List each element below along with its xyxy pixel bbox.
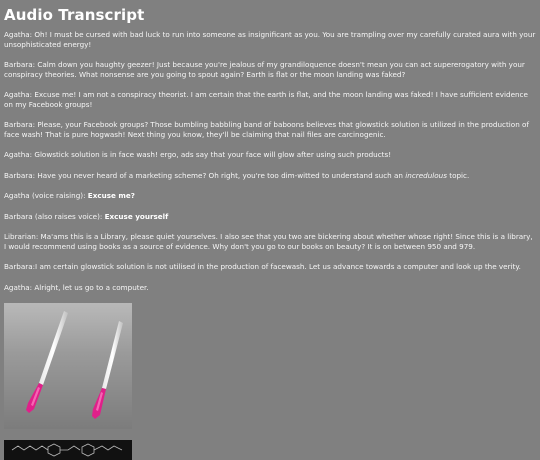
nail-files-photo bbox=[4, 303, 132, 429]
bold-text: Excuse me? bbox=[87, 191, 135, 200]
transcript-line-barbara-2 bbox=[4, 120, 536, 139]
transcript-line-barbara-4 bbox=[4, 212, 536, 222]
line-text: Agatha: Glowstick solution is in face wash! ergo, ads say that your face will glow after using such products! bbox=[4, 150, 392, 159]
line-text: Barbara: Please, your Facebook groups? Those bumbling babbling band of baboons believes that glowstick solution is utilized in the production of face wash! That is pure hogwash! Next thing you know, they'll be claiming that nail files are carcinogenic. bbox=[4, 120, 529, 139]
line-text-end: topic. bbox=[446, 170, 470, 180]
line-text: Agatha: Oh! I must be cursed with bad luck to run into someone as insignificant as you. You are trampling over my carefully curated aura with your unsophisticated energy! bbox=[4, 30, 536, 49]
transcript-line-barbara-1 bbox=[4, 60, 536, 79]
transcript-line-agatha-1 bbox=[4, 30, 536, 49]
transcript-line-agatha-3 bbox=[4, 150, 536, 160]
line-speaker: Barbara (also raises voice): bbox=[4, 211, 105, 221]
transcript-line-librarian bbox=[4, 232, 536, 251]
transcript-line-agatha-5 bbox=[4, 283, 536, 293]
emphasis-word: incredulous bbox=[405, 170, 447, 180]
nail-file-right bbox=[92, 321, 123, 419]
line-text: Barbara: Have you never heard of a marketing scheme? Oh right, you're too dim-witted to understand such an bbox=[4, 170, 406, 180]
transcript-line-barbara-3 bbox=[4, 171, 536, 181]
transcript-line-agatha-4 bbox=[4, 191, 536, 201]
transcript-line-barbara-5 bbox=[4, 262, 536, 272]
line-text: Barbara: Calm down you haughty geezer! Just because you're jealous of my grandiloquence doesn't mean you can act supererogatory with your conspiracy theories. What nonsense are you going to spout again? Earth is flat or the moon landing was faked? bbox=[4, 60, 525, 79]
chemical-structure-image bbox=[4, 440, 132, 460]
line-text: Barbara:I am certain glowstick solution is not utilised in the production of facewash. Let us advance towards a computer and look up the verity. bbox=[4, 262, 521, 271]
line-text: Agatha: Excuse me! I am not a conspiracy theorist. I am certain that the earth is flat, and the moon landing was faked! I have sufficient evidence on my Facebook groups! bbox=[4, 90, 528, 109]
bold-text: Excuse yourself bbox=[104, 211, 169, 221]
page-title: Audio Transcript bbox=[4, 6, 145, 24]
nail-files-photo-svg bbox=[4, 303, 132, 429]
nail-file-left bbox=[26, 311, 68, 413]
line-text: Librarian: Ma'ams this is a Library, please quiet yourselves. I also see that you two are bickering about whether whose right! Since this is a library, I would recommend using books as a source of evidence. Why don't you go to our books on beauty? It is on between 950 and 979. bbox=[4, 232, 533, 251]
chemical-structure-svg bbox=[4, 440, 132, 460]
transcript-line-agatha-2 bbox=[4, 90, 536, 109]
line-speaker: Agatha (voice raising): bbox=[4, 191, 88, 200]
line-text: Agatha: Alright, let us go to a computer. bbox=[4, 282, 149, 292]
